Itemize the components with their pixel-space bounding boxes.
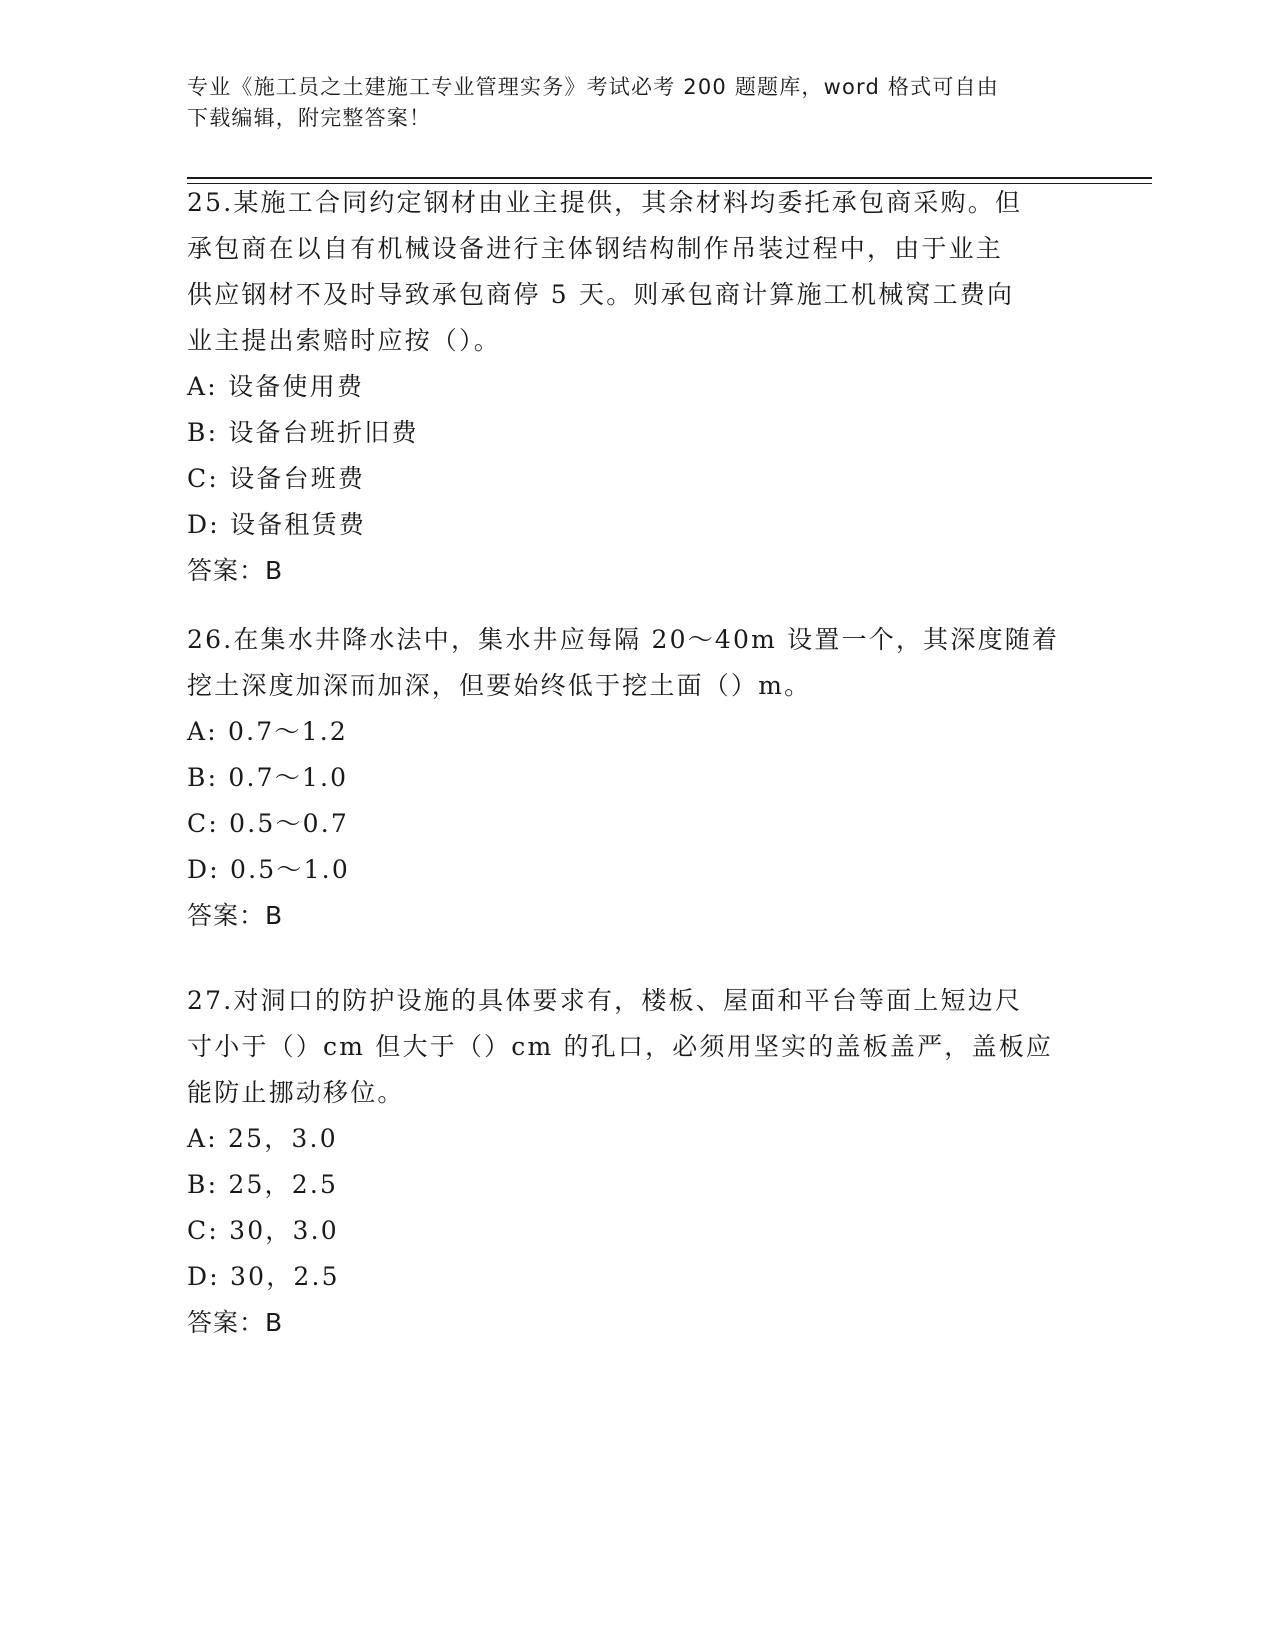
question-stem-line: 寸小于（）cm 但大于（）cm 的孔口，必须用坚实的盖板盖严，盖板应 xyxy=(187,1032,1054,1061)
option-b: B: 设备台班折旧费 xyxy=(187,418,419,447)
answer-line: 答案：B xyxy=(187,556,284,585)
option-c: C: 0.5～0.7 xyxy=(187,809,350,838)
question-stem-line: 27.对洞口的防护设施的具体要求有，楼板、屋面和平台等面上短边尺 xyxy=(187,986,1023,1015)
header-line-1: 专业《施工员之土建施工专业管理实务》考试必考 200 题题库，word 格式可自由 xyxy=(187,75,999,99)
option-d: D: 30，2.5 xyxy=(187,1262,340,1291)
option-b: B: 25，2.5 xyxy=(187,1170,339,1199)
option-a: A: 设备使用费 xyxy=(187,372,365,401)
question-stem-line: 26.在集水井降水法中，集水井应每隔 20～40m 设置一个，其深度随着 xyxy=(187,625,1060,654)
header-line-2: 下载编辑，附完整答案！ xyxy=(187,106,432,130)
option-a: A: 25，3.0 xyxy=(187,1124,338,1153)
option-d: D: 0.5～1.0 xyxy=(187,855,350,884)
question-stem-line: 供应钢材不及时导致承包商停 5 天。则承包商计算施工机械窝工费向 xyxy=(187,280,1015,309)
question-stem-line: 25.某施工合同约定钢材由业主提供，其余材料均委托承包商采购。但 xyxy=(187,188,1023,217)
option-c: C: 设备台班费 xyxy=(187,464,366,493)
option-a: A: 0.7～1.2 xyxy=(187,717,348,746)
question-stem-line: 业主提出索赔时应按（）。 xyxy=(187,326,501,355)
option-c: C: 30，3.0 xyxy=(187,1216,339,1245)
option-b: B: 0.7～1.0 xyxy=(187,763,349,792)
document-header xyxy=(187,72,1067,134)
header-divider-thick xyxy=(187,177,1152,179)
question-27 xyxy=(187,978,1067,1346)
option-d: D: 设备租赁费 xyxy=(187,510,367,539)
question-stem-line: 承包商在以自有机械设备进行主体钢结构制作吊装过程中，由于业主 xyxy=(187,234,1004,263)
answer-line: 答案：B xyxy=(187,901,284,930)
answer-line: 答案：B xyxy=(187,1308,284,1337)
question-26 xyxy=(187,617,1067,939)
question-25 xyxy=(187,180,1067,594)
question-stem-line: 能防止挪动移位。 xyxy=(187,1078,405,1107)
question-stem-line: 挖土深度加深而加深，但要始终低于挖土面（）m。 xyxy=(187,671,812,700)
